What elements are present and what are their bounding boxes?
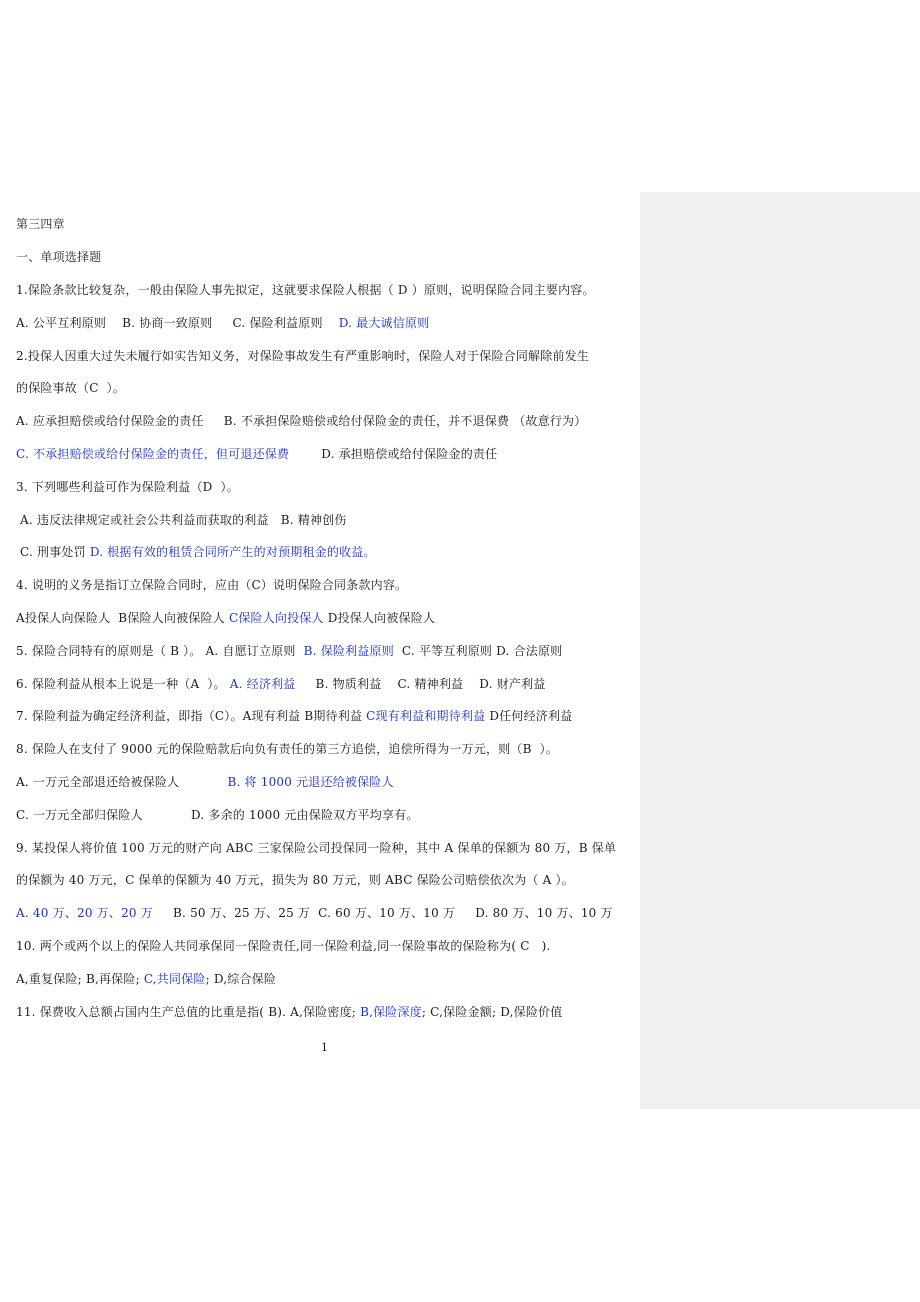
text-line — [16, 510, 347, 530]
text-segment: C. 一万元全部归保险人 D. 多余的 1000 元由保险双方平均享有。 — [16, 808, 419, 822]
text-segment: A. 公平互利原则 B. 协商一致原则 C. 保险利益原则 — [16, 316, 339, 330]
answer-highlight: D. 根据有效的租赁合同所产生的对预期租金的收益。 — [89, 545, 376, 559]
page-number: 1 — [321, 1041, 328, 1054]
text-segment: 1.保险条款比较复杂，一般由保险人事先拟定，这就要求保险人根据（ D ）原则，说明保险合同主要内容。 — [16, 283, 595, 297]
text-segment: 3. 下列哪些利益可作为保险利益（D ）。 — [16, 480, 239, 494]
text-line — [16, 870, 574, 890]
text-segment: 7. 保险利益为确定经济利益，即指（C）。A现有利益 B期待利益 — [16, 709, 367, 723]
answer-highlight: D. 最大诚信原则 — [338, 316, 430, 330]
text-segment: 6. 保险利益从根本上说是一种（A ）。 — [16, 677, 230, 691]
text-line — [16, 608, 435, 628]
text-segment: A投保人向保险人 B保险人向被保险人 — [16, 611, 229, 625]
text-segment: B. 50 万、25 万、25 万 C. 60 万、10 万、10 万 D. 80 万、10 万、10 万 — [152, 906, 613, 920]
text-line — [16, 772, 394, 792]
text-line — [16, 838, 616, 858]
text-segment: 5. 保险合同特有的原则是（ B ）。 A. 自愿订立原则 — [16, 644, 304, 658]
text-segment: A. 一万元全部退还给被保险人 — [16, 775, 228, 789]
text-segment: A. 应承担赔偿或给付保险金的责任 B. 不承担保险赔偿或给付保险金的责任，并不退保费 （故意行为） — [16, 414, 587, 428]
text-segment: 4. 说明的义务是指订立保险合同时，应由（C）说明保险合同条款内容。 — [16, 578, 408, 592]
answer-highlight: B. 将 1000 元退还给被保险人 — [227, 775, 394, 789]
comment-margin-panel — [640, 192, 920, 1109]
text-segment: 8. 保险人在支付了 9000 元的保险赔款后向负有责任的第三方追偿，追偿所得为一万元，则（B ）。 — [16, 742, 559, 756]
text-line — [16, 378, 125, 398]
text-line — [16, 936, 551, 956]
answer-highlight: C,共同保险 — [143, 972, 206, 986]
text-line — [16, 313, 429, 333]
text-segment: ; C,保险金额; D,保险价值 — [421, 1005, 563, 1019]
answer-highlight: C现有利益和期待利益 — [366, 709, 486, 723]
text-line — [16, 739, 558, 759]
text-segment: D任何经济利益 — [485, 709, 573, 723]
section-title: 一、单项选择题 — [16, 250, 102, 264]
text-line — [16, 706, 572, 726]
answer-highlight: C保险人向投保人 — [228, 611, 324, 625]
text-segment: A,重复保险; B,再保险; — [16, 972, 144, 986]
text-segment: ; D,综合保险 — [205, 972, 277, 986]
text-line — [16, 674, 546, 694]
answer-highlight: B. 保险利益原则 — [303, 644, 394, 658]
answer-highlight: B,保险深度 — [360, 1005, 422, 1019]
answer-highlight: A. 40 万、20 万、20 万 — [16, 906, 153, 920]
text-segment: D投保人向被保险人 — [323, 611, 436, 625]
text-segment: 的保额为 40 万元，C 保单的保额为 40 万元，损失为 80 万元，则 ABC 保险公司赔偿依次为（ A ）。 — [16, 873, 574, 887]
text-line — [16, 969, 276, 989]
text-segment: 9. 某投保人将价值 100 万元的财产向 ABC 三家保险公司投保同一险种，其中 A 保单的保额为 80 万，B 保单 — [16, 841, 617, 855]
text-line — [16, 575, 407, 595]
text-line — [16, 1002, 562, 1022]
text-segment: C. 平等互利原则 D. 合法原则 — [393, 644, 563, 658]
text-segment: 11. 保费收入总额占国内生产总值的比重是指( B). A,保险密度; — [16, 1005, 361, 1019]
text-segment: 2.投保人因重大过失未履行如实告知义务，对保险事故发生有严重影响时，保险人对于保险合同解除前发生 — [16, 349, 590, 363]
text-line — [16, 444, 497, 464]
text-segment: A. 违反法律规定或社会公共利益而获取的利益 B. 精神创伤 — [16, 513, 347, 527]
text-line — [16, 903, 613, 923]
text-segment: 10. 两个或两个以上的保险人共同承保同一保险责任,同一保险利益,同一保险事故的保险称为( C ). — [16, 939, 551, 953]
text-line — [16, 346, 589, 366]
answer-highlight: A. 经济利益 — [229, 677, 296, 691]
text-line — [16, 641, 562, 661]
chapter-title: 第三四章 — [16, 217, 65, 231]
text-line — [16, 411, 586, 431]
text-segment: D. 承担赔偿或给付保险金的责任 — [289, 447, 498, 461]
text-segment: C. 刑事处罚 — [16, 545, 90, 559]
text-line — [16, 280, 595, 300]
text-line — [16, 805, 419, 825]
text-line — [16, 542, 376, 562]
text-segment: B. 物质利益 C. 精神利益 D. 财产利益 — [295, 677, 546, 691]
text-line — [16, 477, 239, 497]
text-segment: 的保险事故（C ）。 — [16, 381, 126, 395]
answer-highlight: C. 不承担赔偿或给付保险金的责任，但可退还保费 — [16, 447, 290, 461]
